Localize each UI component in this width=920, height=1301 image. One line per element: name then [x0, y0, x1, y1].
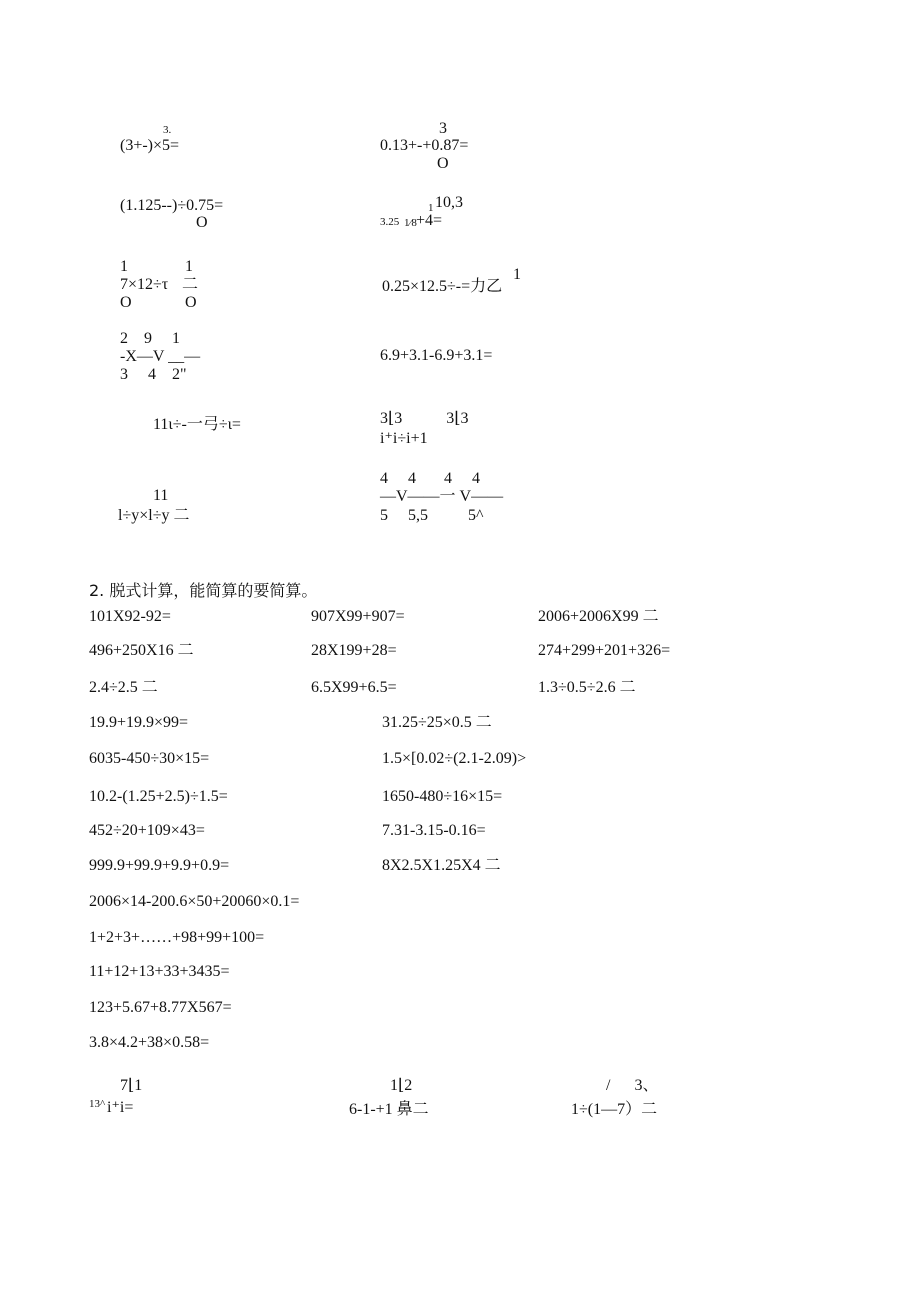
problem-2-right-prefix: 1	[428, 202, 434, 214]
problem-4-left: -X—V __—	[120, 348, 201, 365]
s2-r7-c1: 452÷20+109×43=	[89, 822, 205, 839]
bottom-c-top: / 3、	[606, 1077, 659, 1094]
bottom-b: 6-1-+1 鼻二	[349, 1101, 429, 1118]
s2-r2-c3: 274+299+201+326=	[538, 642, 671, 659]
s2-r6-c1: 10.2-(1.25+2.5)÷1.5=	[89, 788, 228, 805]
s2-r5-c1: 6035-450÷30×15=	[89, 750, 210, 767]
problem-6-right: —V——一 V——	[380, 488, 504, 505]
problem-1-left-numerator: 3.	[163, 124, 172, 136]
problem-5-left: 11ι÷-一弓÷ι=	[153, 416, 241, 433]
bottom-c: 1÷(1—7）二	[571, 1101, 658, 1118]
problem-2-left: (1.125--)÷0.75=	[120, 197, 224, 214]
problem-1-left: (3+-)×5=	[120, 137, 180, 154]
problem-3-left: 7×12÷τ	[120, 276, 169, 293]
bottom-a-top: 7⌊1	[120, 1077, 143, 1094]
problem-1-right-denominator: O	[437, 155, 449, 172]
problem-6-left: l÷y×l÷y 二	[118, 507, 190, 524]
problem-5-right-top: 3⌊3 3⌊3	[380, 410, 469, 427]
s2-r11: 11+12+13+33+3435=	[89, 963, 230, 980]
s2-r6-c2: 1650-480÷16×15=	[382, 788, 503, 805]
problem-2-right-b: 1⁄8	[404, 217, 417, 229]
problem-6-right-bottom: 5 5,5 5^	[380, 507, 484, 524]
problem-2-left-denominator: O	[196, 214, 208, 231]
problem-6-right-top: 4 4 4 4	[380, 470, 480, 487]
s2-r8-c1: 999.9+99.9+9.9+0.9=	[89, 857, 230, 874]
s2-r3-c2: 6.5X99+6.5=	[311, 679, 397, 696]
s2-r1-c3: 2006+2006X99 二	[538, 608, 659, 625]
s2-r3-c1: 2.4÷2.5 二	[89, 679, 158, 696]
problem-4-left-bottom: 3 4 2"	[120, 366, 187, 383]
section-2-heading: 2. 脱式计算，能简算的要简算。	[89, 581, 318, 600]
s2-r5-c2: 1.5×[0.02÷(2.1-2.09)>	[382, 750, 527, 767]
problem-1-right: 0.13+-+0.87=	[380, 137, 469, 154]
s2-r13: 3.8×4.2+38×0.58=	[89, 1034, 210, 1051]
s2-r10: 1+2+3+……+98+99+100=	[89, 929, 265, 946]
problem-3-left-glyph: 二	[182, 274, 199, 293]
problem-1-right-numerator: 3	[439, 120, 447, 137]
bottom-b-top: 1⌊2	[390, 1077, 413, 1094]
bottom-a-prefix: 13^	[89, 1098, 106, 1110]
problem-6-left-top: 11	[153, 487, 169, 504]
problem-4-left-top: 2 9 1	[120, 330, 180, 347]
s2-r7-c2: 7.31-3.15-0.16=	[382, 822, 486, 839]
problem-5-right: i⁺i÷i+1	[380, 430, 428, 447]
problem-3-left-top-a: 1	[120, 258, 128, 275]
s2-r4-c1: 19.9+19.9×99=	[89, 714, 189, 731]
problem-3-right: 0.25×12.5÷-=力乙	[382, 278, 503, 295]
problem-3-left-bottom-b: O	[185, 294, 197, 311]
problem-2-right-c: +4=	[416, 212, 443, 229]
problem-3-left-bottom-a: O	[120, 294, 132, 311]
problem-3-right-numerator: 1	[513, 266, 521, 283]
s2-r2-c2: 28X199+28=	[311, 642, 397, 659]
s2-r8-c2: 8X2.5X1.25X4 二	[382, 857, 501, 874]
s2-r9: 2006×14-200.6×50+20060×0.1=	[89, 893, 300, 910]
s2-r12: 123+5.67+8.77X567=	[89, 999, 232, 1016]
s2-r3-c3: 1.3÷0.5÷2.6 二	[538, 679, 636, 696]
problem-4-right: 6.9+3.1-6.9+3.1=	[380, 347, 493, 364]
s2-r4-c2: 31.25÷25×0.5 二	[382, 714, 492, 731]
problem-3-left-top-b: 1	[185, 258, 193, 275]
problem-2-right-a: 3.25	[380, 216, 400, 228]
s2-r1-c1: 101X92-92=	[89, 608, 171, 625]
s2-r1-c2: 907X99+907=	[311, 608, 405, 625]
bottom-a: i⁺i=	[107, 1099, 134, 1116]
s2-r2-c1: 496+250X16 二	[89, 642, 194, 659]
problem-2-right-numerators: 10,3	[435, 194, 463, 211]
